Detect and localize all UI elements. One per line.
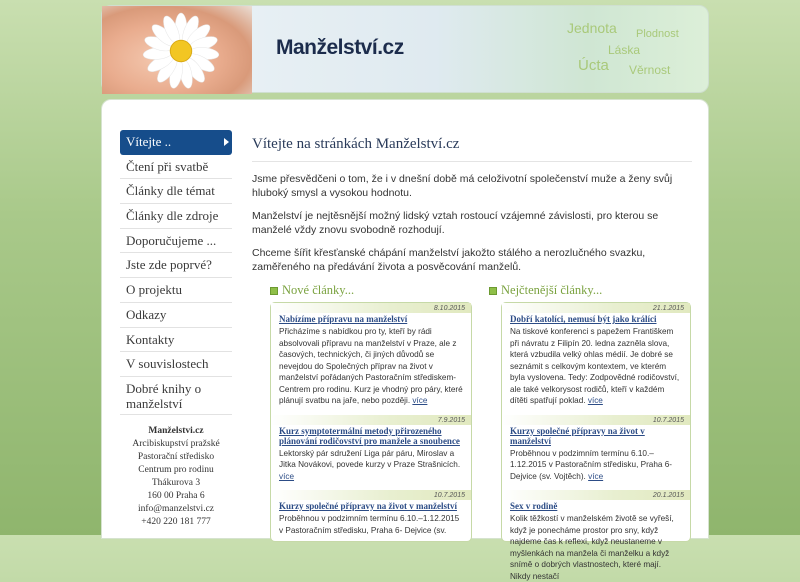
article-excerpt: Proběhnou v podzimním termínu 6.10.–1.12.2015 v Pastoračním středisku, Praha 6- Dejvice (sv. — [279, 514, 460, 535]
more-link[interactable]: více — [279, 471, 295, 481]
article-date: 10.7.2015 — [271, 490, 471, 500]
article-item — [271, 490, 471, 536]
article-excerpt: Proběhnou v podzimním termínu 6.10.–1.12.2015 v Pastoračním středisku, Praha 6- Dejvice (sv. Vojtěch). více — [510, 448, 673, 481]
contact-block — [120, 425, 232, 529]
sidebar-item-clanky-dle-temat[interactable]: Články dle témat — [120, 179, 232, 204]
article-item — [271, 415, 471, 483]
page-title: Vítejte na stránkách Manželství.cz — [252, 136, 692, 162]
contact-line: Arcibiskupství pražské — [132, 438, 220, 449]
contact-line: Thákurova 3 — [151, 477, 201, 488]
article-item — [271, 303, 471, 407]
article-excerpt: Přicházíme s nabídkou pro ty, kteří by rádi absolvovali přípravu na manželství v Praze, ale z časových, technických, či jiných důvodů se nevejdou do Společných příprav na život v manželství pořádaných Pastoračním střediskem-Centrem pro rodinu. Kurz je vhodný pro páry, které plánují svatbu na jaře, nebo později. více — [279, 327, 463, 405]
more-link[interactable]: více — [588, 471, 604, 481]
new-articles-title: Nové články... — [282, 283, 355, 297]
contact-line: 160 00 Praha 6 — [147, 490, 205, 501]
header-word: Plodnost — [636, 28, 679, 40]
header-word: Věrnost — [629, 63, 671, 77]
intro-paragraph: Manželství je nejtěsnější možný lidský vztah rostoucí vzájemné závislosti, pro kterou se manželé vždy znovu svobodně rozhodují. — [252, 210, 659, 236]
contact-line: Centrum pro rodinu — [138, 464, 214, 475]
more-link[interactable]: více — [587, 396, 603, 405]
sidebar-item-clanky-dle-zdroje[interactable]: Články dle zdroje — [120, 204, 232, 229]
header-word: Úcta — [578, 57, 609, 74]
main-panel — [101, 99, 709, 581]
site-header — [101, 5, 709, 93]
new-articles-heading — [270, 283, 354, 298]
header-hands-image — [102, 6, 252, 94]
contact-phone: +420 220 181 777 — [141, 516, 211, 527]
more-link[interactable]: více — [412, 396, 428, 405]
sidebar-item-cteni-pri-svatbe[interactable]: Čtení při svatbě — [120, 155, 232, 180]
sidebar-item-odkazy[interactable]: Odkazy — [120, 303, 232, 328]
top-articles-heading — [489, 283, 602, 298]
daisy-icon — [142, 12, 220, 90]
article-date: 7.9.2015 — [271, 415, 471, 425]
article-excerpt: Lektorský pár sdružení Liga pár páru, Miroslav a Jitka Novákovi, povede kurzy v Praze Strašnicích. více — [279, 448, 461, 481]
article-excerpt: Na tiskové konferenci s papežem Františkem při návratu z Filipín 20. ledna zazněla slova, která vzbudila velký ohlas médií. Je dobré se seznámit s celkovým kontextem, ve kterém byla vyslovena. Tedy: Zodpovědné rodičovství, ale také velkorysost rodičů, kteří v každém dítěti spatřují poklad. více — [510, 327, 680, 405]
top-articles-title: Nejčtenější články... — [501, 283, 603, 297]
article-date: 20.1.2015 — [502, 490, 690, 500]
header-word: Jednota — [567, 20, 617, 36]
article-title-link[interactable]: Kurz symptotermální metody přirozeného plánování rodičovství pro manžele a snoubence — [279, 425, 460, 446]
article-title-link[interactable]: Kurzy společné přípravy na život v manželství — [510, 425, 645, 446]
article-title-link[interactable]: Nabízíme přípravu na manželství — [279, 314, 408, 324]
article-title-link[interactable]: Sex v rodině — [510, 501, 558, 511]
header-word: Láska — [608, 43, 641, 57]
square-bullet-icon — [489, 287, 497, 295]
intro-paragraph: Chceme šířit křesťanské chápání manželství jakožto stálého a nerozlučného svazku, zaměřeného na předávání života a posvěcování manželů. — [252, 247, 646, 273]
contact-name: Manželstvi.cz — [148, 425, 204, 436]
intro-paragraph: Jsme přesvědčeni o tom, že i v dnešní době má celoživotní společenství muže a ženy svůj hluboký smysl a vysokou hodnotu. — [252, 173, 673, 199]
sidebar-item-vitejte[interactable]: Vítejte .. — [120, 130, 232, 155]
article-date: 10.7.2015 — [502, 415, 690, 425]
top-articles-box — [501, 302, 691, 581]
sidebar-item-jste-zde-poprve[interactable]: Jste zde poprvé? — [120, 253, 232, 278]
article-item — [502, 415, 690, 483]
contact-line: Pastorační středisko — [137, 451, 215, 462]
article-date: 21.1.2015 — [502, 303, 690, 313]
sidebar-item-o-projektu[interactable]: O projektu — [120, 278, 232, 303]
sidebar-item-v-souvislostech[interactable]: V souvislostech — [120, 352, 232, 377]
site-logo[interactable]: Manželství.cz — [276, 36, 404, 59]
article-date: 8.10.2015 — [271, 303, 471, 313]
contact-email[interactable]: info@manzelstvi.cz — [137, 503, 214, 514]
sidebar-item-dobre-knihy[interactable]: Dobré knihy o manželství — [120, 377, 232, 415]
article-title-link[interactable]: Kurzy společné přípravy na život v manželství — [279, 501, 457, 511]
sidebar-item-kontakty[interactable]: Kontakty — [120, 328, 232, 353]
article-title-link[interactable]: Dobří katolíci, nemusí být jako králíci — [510, 314, 657, 324]
article-item — [502, 303, 690, 407]
content-area — [252, 136, 692, 274]
article-item — [502, 490, 690, 582]
article-excerpt: Kolik těžkostí v manželském životě se vyřeší, když je ponecháme prostor pro sny, když najdeme čas k reflexi, když neustaneme v myšlenkách na manžela či manželku a když snímě o dobrých vlastnostech, které mají. Nikdy nestačí — [510, 514, 674, 581]
sidebar-nav — [120, 130, 232, 529]
square-bullet-icon — [270, 287, 278, 295]
intro-text — [252, 173, 692, 274]
sidebar-item-doporucujeme[interactable]: Doporučujeme ... — [120, 229, 232, 254]
new-articles-box — [270, 302, 472, 542]
